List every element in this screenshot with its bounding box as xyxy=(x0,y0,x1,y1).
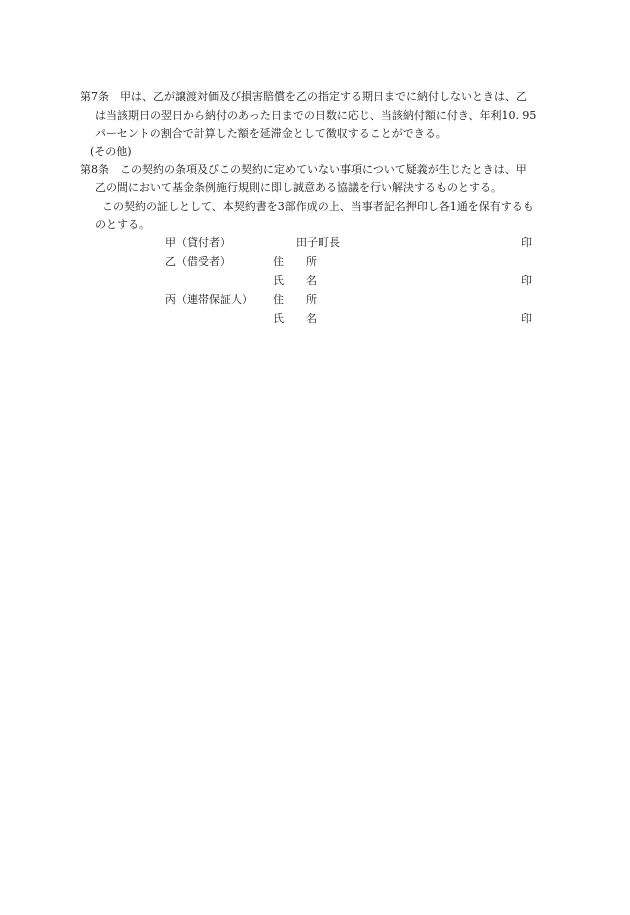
party-c-name-label: 氏 名 xyxy=(273,312,317,325)
party-c-label: 丙（連帯保証人） xyxy=(165,293,253,306)
article8-line2: 乙の間において基金条例施行規則に即し誠意ある協議を行い解決するものとする。 xyxy=(95,181,502,194)
party-b-name-label: 氏 名 xyxy=(273,274,317,287)
article7-line1: 第7条 甲は、乙が譲渡対価及び損害賠償を乙の指定する期日までに納付しないときは、乙 xyxy=(80,90,527,103)
party-b-address-label: 住 所 xyxy=(273,255,317,268)
article7-line3: パーセントの割合で計算した額を延滞金として徴収することができる。 xyxy=(95,127,447,140)
party-b-label: 乙（借受者） xyxy=(165,255,231,268)
closing-line2: のとする。 xyxy=(95,218,150,231)
party-b-seal: 印 xyxy=(521,274,532,287)
party-c-address-label: 住 所 xyxy=(273,293,317,306)
party-a-name: 田子町長 xyxy=(296,236,340,249)
party-c-seal: 印 xyxy=(521,312,532,325)
article7-line2: は当該期日の翌日から納付のあった日までの日数に応じ、当該納付額に付き、年利10. 95 xyxy=(95,109,537,122)
article8-line1: 第8条 この契約の条項及びこの契約に定めていない事項について疑義が生じたときは、甲 xyxy=(80,163,527,176)
party-a-label: 甲（貸付者） xyxy=(165,236,231,249)
heading-other: (その他) xyxy=(90,145,132,158)
closing-line1: この契約の証しとして、本契約書を3部作成の上、当事者記名押印し各1通を保有するも xyxy=(102,200,534,213)
party-a-seal: 印 xyxy=(521,236,532,249)
